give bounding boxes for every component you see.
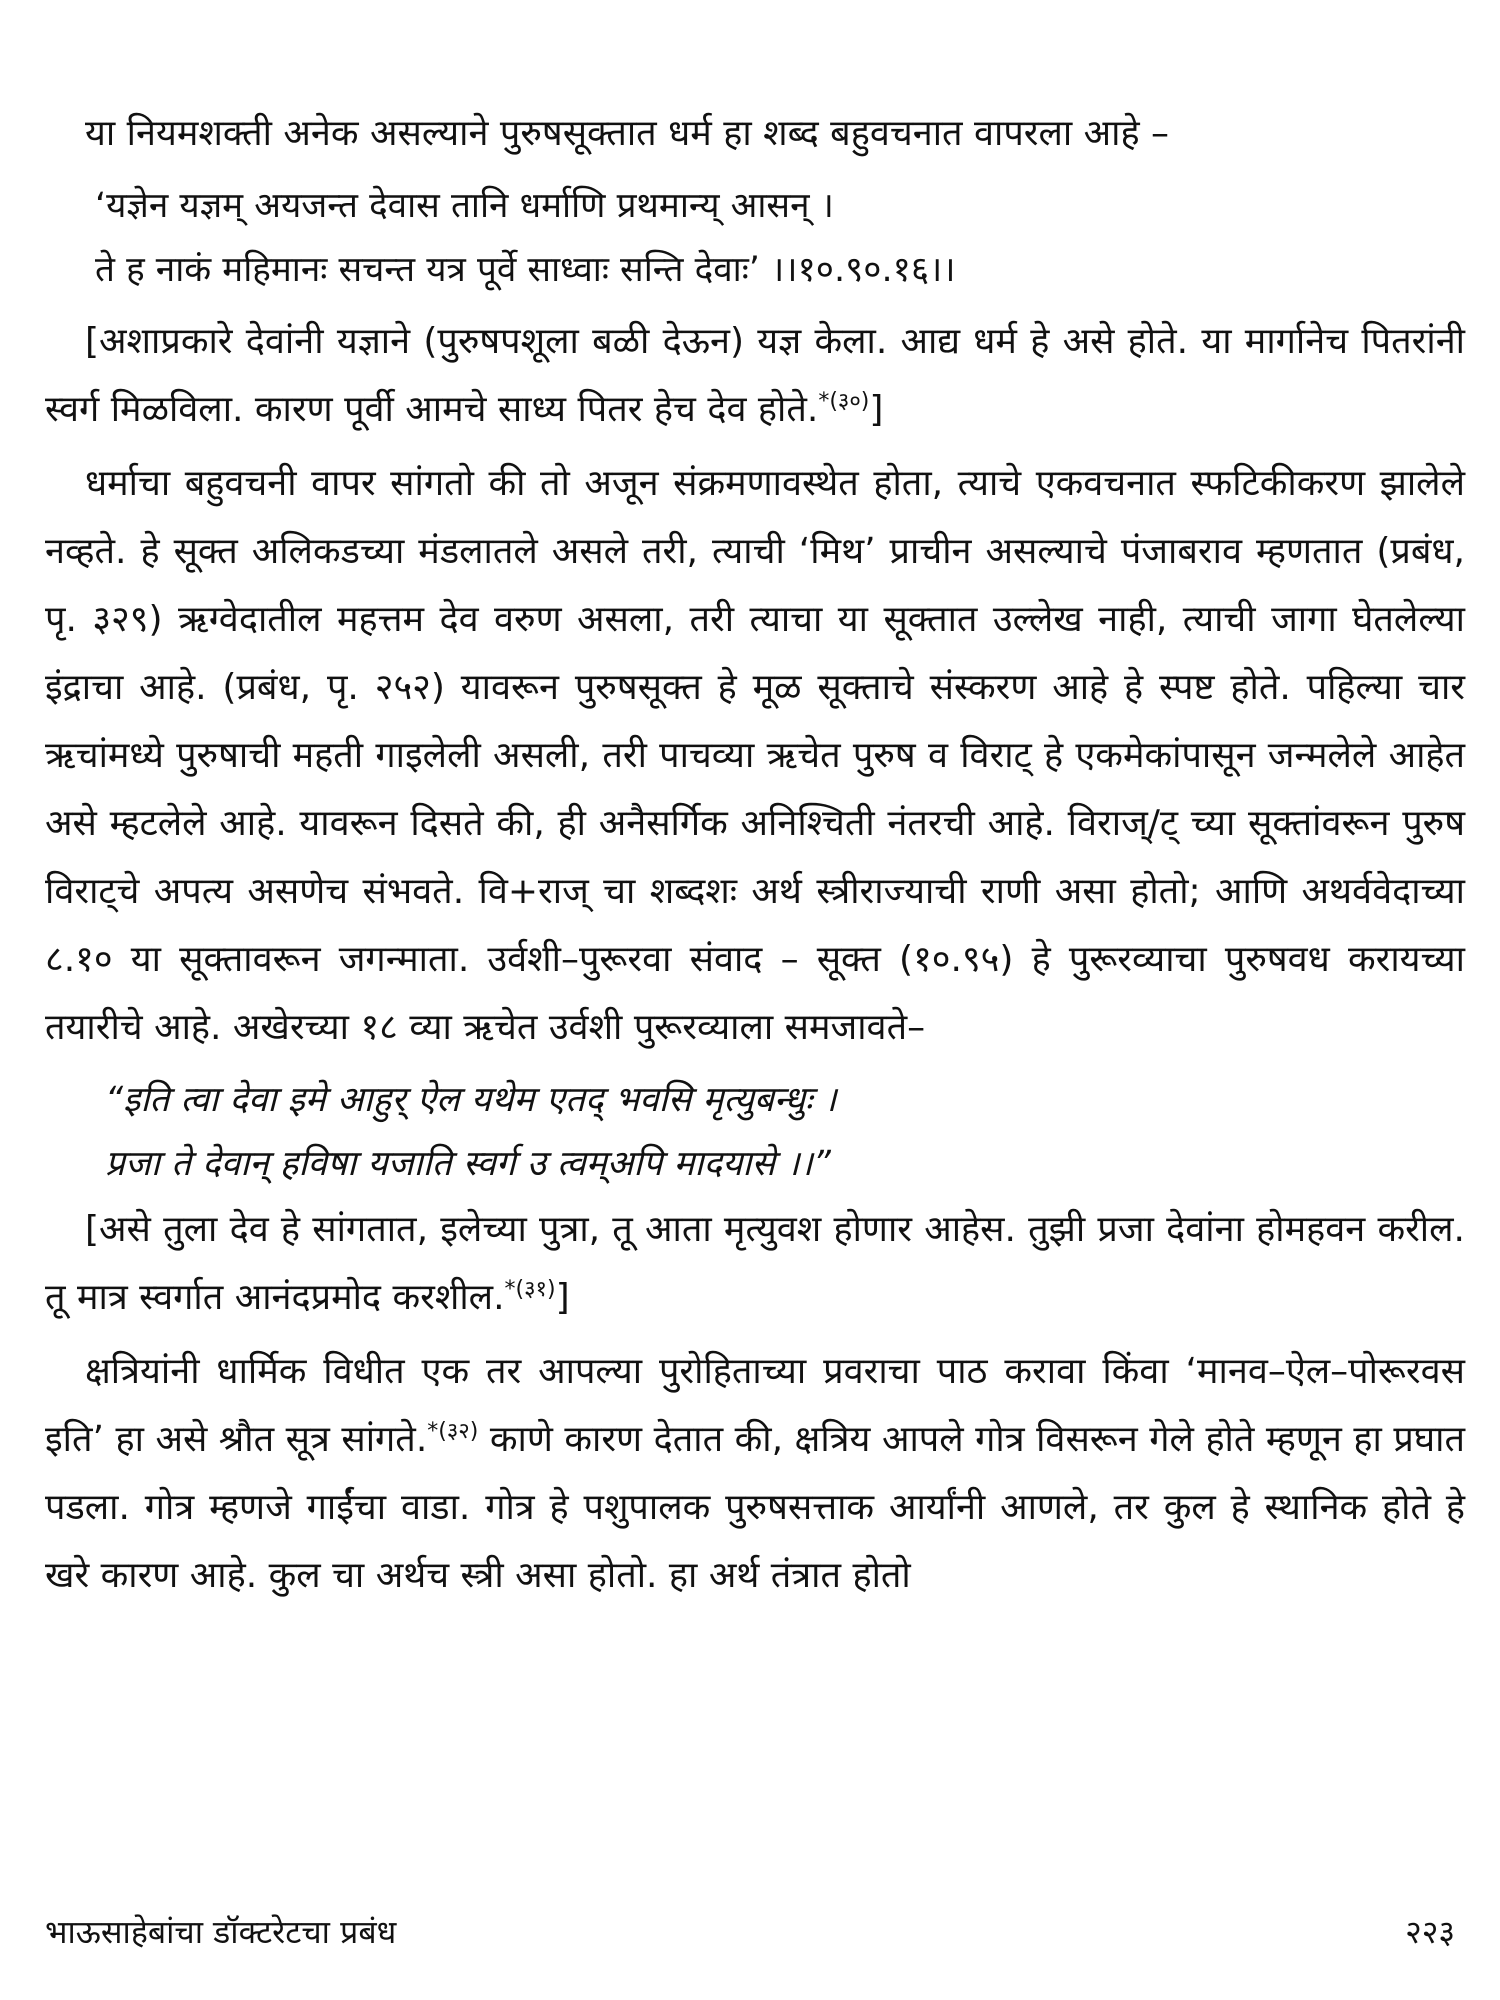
running-footer-title: भाऊसाहेबांचा डॉक्टरेटचा प्रबंध [45,1913,397,1951]
footnote-ref-32: *(३२) [427,1419,479,1444]
verse-line-1: ‘यज्ञेन यज्ञम् अयजन्त देवास तानि धर्माणि प्रथमान्य् आसन् । [95,186,834,226]
paragraph-translation-1 [45,308,1465,444]
footnote-ref-31: *(३१) [504,1277,556,1302]
footnote-ref-30: *(३०) [818,389,870,414]
page-number: २२३ [1405,1913,1455,1951]
verse-line-2: ते ह नाकं महिमानः सचन्त यत्र पूर्वे साध्वाः सन्ति देवाः’ ।।१०.९०.१६।। [95,250,956,290]
page-body [45,100,1465,1610]
verse-line-4: प्रजा ते देवान् हविषा यजाति स्वर्ग उ त्वम्अपि मादयासे ।।” [105,1144,831,1184]
kshatriya-text-part-2: काणे कारण देतात की, क्षत्रिय आपले गोत्र विसरून गेले होते म्हणून हा प्रघात पडला. गोत्र म्हणजे गाईंचा वाडा. गोत्र हे पशुपालक पुरुषसत्ताक आर्यांनी आणले, तर कुल हे स्थानिक होते हे खरे कारण आहे. कुल चा अर्थच स्त्री असा होतो. हा अर्थ तंत्रात होतो [45,1419,1465,1596]
paragraph-translation-2 [45,1196,1465,1332]
translation-2-text: [असे तुला देव हे सांगतात, इलेच्या पुत्रा, तू आता मृत्युवश होणार आहेस. तुझी प्रजा देवांना होमहवन करील. तू मात्र स्वर्गात आनंदप्रमोद करशील. [45,1209,1465,1318]
verse-line-3: “इति त्वा देवा इमे आहुर् ऐल यथेम एतद् भवसि मृत्युबन्धुः । [105,1080,837,1120]
paragraph-main: धर्माचा बहुवचनी वापर सांगतो की तो अजून संक्रमणावस्थेत होता, त्याचे एकवचनात स्फटिकीकरण झालेले नव्हते. हे सूक्त अलिकडच्या मंडलातले असले तरी, त्याची ‘मिथ’ प्राचीन असल्याचे पंजाबराव म्हणतात (प्रबंध, पृ. ३२९) ऋग्वेदातील महत्तम देव वरुण असला, तरी त्याचा या सूक्तात उल्लेख नाही, त्याची जागा घेतलेल्या इंद्राचा आहे. (प्रबंध, पृ. २५२) यावरून पुरुषसूक्त हे मूळ सूक्ताचे संस्करण आहे हे स्पष्ट होते. पहिल्या चार ऋचांमध्ये पुरुषाची महती गाइलेली असली, तरी पाचव्या ऋचेत पुरुष व विराट् हे एकमेकांपासून जन्मलेले आहेत असे म्हटलेले आहे. यावरून दिसते की, ही अनैसर्गिक अनिश्चिती नंतरची आहे. विराज्/ट् च्या सूक्तांवरून पुरुष विराट्चे अपत्य असणेच संभवते. वि+राज् चा शब्दशः अर्थ स्त्रीराज्याची राणी असा होतो; आणि अथर्ववेदाच्या ८.१० या सूक्तावरून जगन्माता. उर्वशी–पुरूरवा संवाद – सूक्त (१०.९५) हे पुरूरव्याचा पुरुषवध करायच्या तयारीचे आहे. अखेरच्या १८ व्या ऋचेत उर्वशी पुरूरव्याला समजावते– [45,463,1465,1048]
paragraph-kshatriya [45,1338,1465,1610]
paragraph-intro: या नियमशक्ती अनेक असल्याने पुरुषसूक्तात धर्म हा शब्द बहुवचनात वापरला आहे – [85,113,1170,154]
closing-bracket: ] [555,1277,570,1318]
translation-1-text: [अशाप्रकारे देवांनी यज्ञाने (पुरुषपशूला बळी देऊन) यज्ञ केला. आद्य धर्म हे असे होते. या मार्गानेच पितरांनी स्वर्ग मिळविला. कारण पूर्वी आमचे साध्य पितर हेच देव होते. [45,321,1465,430]
closing-bracket: ] [869,389,884,430]
kshatriya-text-part-1: क्षत्रियांनी धार्मिक विधीत एक तर आपल्या पुरोहिताच्या प्रवराचा पाठ करावा किंवा ‘मानव–ऐल–पोरूरवस इति’ हा असे श्रौत सूत्र सांगते. [45,1351,1465,1460]
